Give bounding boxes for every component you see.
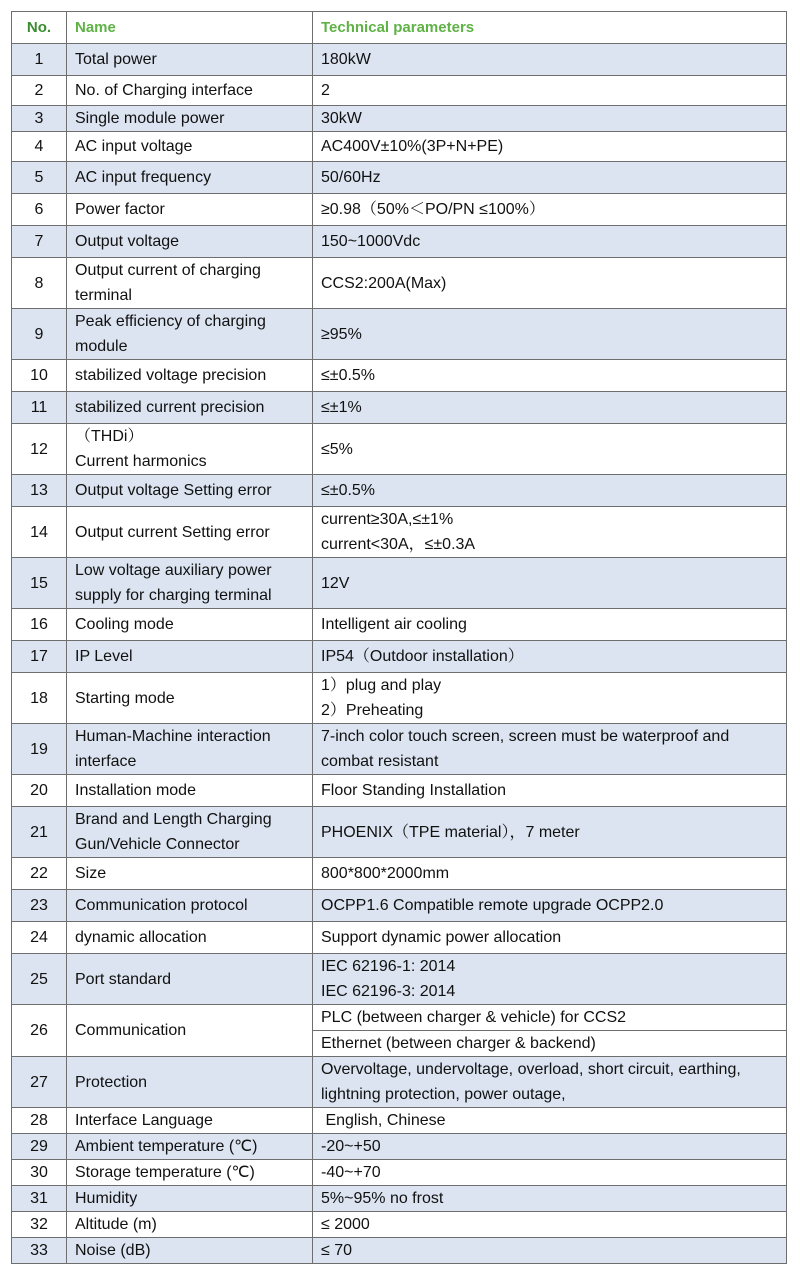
parameter-name-line: Output current of charging (75, 262, 261, 279)
parameter-value (313, 360, 787, 392)
parameter-name (67, 132, 313, 162)
parameter-value-line: current<30A，≤±0.3A (321, 536, 476, 553)
row-number: 32 (12, 1212, 67, 1238)
parameter-name-line: Communication protocol (75, 897, 248, 914)
parameter-name-line: Humidity (75, 1190, 138, 1207)
parameter-value-line: Ethernet (between charger & backend) (321, 1035, 596, 1052)
parameter-name-line: Current harmonics (75, 453, 207, 470)
spec-table (11, 11, 787, 1264)
row-number: 28 (12, 1108, 67, 1134)
parameter-name-line: Brand and Length Charging (75, 811, 272, 828)
parameter-value-line: 7-inch color touch screen, screen must be waterproof and (321, 728, 730, 745)
row-number: 21 (12, 807, 67, 858)
parameter-name-line: Port standard (75, 970, 172, 988)
row-number: 12 (12, 424, 67, 475)
parameter-value-line: current≥30A,≤±1% (321, 511, 454, 528)
parameter-value-line: ≤±0.5% (321, 482, 376, 499)
table-row (12, 673, 787, 724)
parameter-name (67, 1108, 313, 1134)
parameter-name (67, 922, 313, 954)
parameter-name-line: Communication (75, 1022, 187, 1039)
table-row (12, 558, 787, 609)
parameter-name-line: Gun/Vehicle Connector (75, 836, 240, 853)
parameter-value (313, 1238, 787, 1264)
table-row (12, 922, 787, 954)
row-number: 17 (12, 641, 67, 673)
parameter-name (67, 360, 313, 392)
parameter-name (67, 424, 313, 475)
parameter-value (313, 226, 787, 258)
parameter-name-line: dynamic allocation (75, 929, 207, 946)
row-number: 15 (12, 558, 67, 609)
parameter-name (67, 1186, 313, 1212)
parameter-value-line: 30kW (321, 110, 362, 127)
parameter-value-line: -40~+70 (321, 1164, 381, 1181)
table-row (12, 641, 787, 673)
parameter-name (67, 309, 313, 360)
parameter-value (313, 392, 787, 424)
parameter-name (67, 954, 313, 1005)
parameter-name-line: Power factor (75, 201, 165, 218)
row-number: 9 (12, 309, 67, 360)
parameter-name-line: （THDi） (75, 428, 144, 445)
header-row (12, 12, 787, 44)
row-number: 5 (12, 162, 67, 194)
parameter-value-line: IEC 62196-1: 2014 (321, 958, 456, 975)
parameter-name (67, 106, 313, 132)
parameter-name (67, 226, 313, 258)
parameter-value (313, 673, 787, 724)
table-row (12, 424, 787, 475)
table-row (12, 1186, 787, 1212)
parameter-name (67, 641, 313, 673)
table-row (12, 162, 787, 194)
parameter-name (67, 44, 313, 76)
row-number: 27 (12, 1057, 67, 1108)
parameter-name-line: Total power (75, 51, 157, 68)
parameter-value (313, 1108, 787, 1134)
parameter-name (67, 475, 313, 507)
row-number: 11 (12, 392, 67, 424)
parameter-name-line: Starting mode (75, 689, 175, 707)
parameter-value-line: ≤ 70 (321, 1242, 353, 1259)
parameter-name (67, 1160, 313, 1186)
parameter-value (313, 1186, 787, 1212)
parameter-value-line: English, Chinese (321, 1112, 446, 1129)
parameter-value-line: Overvoltage, undervoltage, overload, short circuit, earthing, (321, 1061, 741, 1078)
table-row (12, 106, 787, 132)
table-row (12, 309, 787, 360)
parameter-name-line: Low voltage auxiliary power (75, 562, 272, 579)
parameter-name (67, 858, 313, 890)
parameter-name-line: Ambient temperature (℃) (75, 1138, 258, 1155)
parameter-value-line: 12V (321, 574, 350, 592)
row-number: 10 (12, 360, 67, 392)
parameter-value (313, 507, 787, 558)
parameter-value (313, 775, 787, 807)
parameter-name (67, 1212, 313, 1238)
parameter-value-line: ≥95% (321, 325, 362, 343)
table-row (12, 954, 787, 1005)
parameter-name (67, 392, 313, 424)
parameter-value-line: CCS2:200A(Max) (321, 274, 447, 292)
header-params: Technical parameters (313, 12, 787, 44)
row-number: 25 (12, 954, 67, 1005)
table-row (12, 724, 787, 775)
parameter-value (313, 194, 787, 226)
parameter-name-line: Output voltage (75, 233, 180, 250)
table-row (12, 194, 787, 226)
parameter-name (67, 507, 313, 558)
table-row (12, 1238, 787, 1264)
row-number: 14 (12, 507, 67, 558)
row-number: 1 (12, 44, 67, 76)
table-row (12, 360, 787, 392)
parameter-name (67, 890, 313, 922)
parameter-name (67, 162, 313, 194)
row-number: 24 (12, 922, 67, 954)
table-row (12, 507, 787, 558)
parameter-name-line: Size (75, 865, 107, 882)
table-row (12, 1057, 787, 1108)
row-number: 8 (12, 258, 67, 309)
parameter-value (313, 558, 787, 609)
parameter-value-line: 2 (321, 82, 330, 99)
table-row (12, 76, 787, 106)
table-row (12, 775, 787, 807)
row-number: 16 (12, 609, 67, 641)
parameter-value (313, 609, 787, 641)
parameter-value-line: ≥0.98（50%＜PO/PN ≤100%） (321, 201, 545, 218)
parameter-value (313, 1134, 787, 1160)
row-number: 29 (12, 1134, 67, 1160)
parameter-value-line: 50/60Hz (321, 169, 381, 186)
parameter-name-line: AC input voltage (75, 138, 193, 155)
parameter-name (67, 194, 313, 226)
parameter-value-line: 800*800*2000mm (321, 865, 450, 882)
parameter-name-line: Interface Language (75, 1112, 213, 1129)
parameter-value-line: 2）Preheating (321, 702, 424, 719)
table-row (12, 392, 787, 424)
parameter-name-line: AC input frequency (75, 169, 212, 186)
table-row (12, 1212, 787, 1238)
parameter-name-line: stabilized voltage precision (75, 367, 267, 384)
parameter-value (313, 922, 787, 954)
parameter-value-line: combat resistant (321, 753, 439, 770)
parameter-value (313, 954, 787, 1005)
parameter-name (67, 258, 313, 309)
parameter-value (313, 44, 787, 76)
parameter-value (313, 424, 787, 475)
row-number: 7 (12, 226, 67, 258)
parameter-value-line: ≤5% (321, 440, 353, 458)
parameter-name-line: Single module power (75, 110, 225, 127)
parameter-name (67, 609, 313, 641)
row-number: 33 (12, 1238, 67, 1264)
parameter-name-line: Output current Setting error (75, 523, 270, 541)
table-row (12, 1108, 787, 1134)
parameter-value-line: 1）plug and play (321, 677, 442, 694)
parameter-value (313, 132, 787, 162)
parameter-name-line: terminal (75, 287, 132, 304)
row-number: 31 (12, 1186, 67, 1212)
parameter-name (67, 673, 313, 724)
parameter-name (67, 807, 313, 858)
parameter-value (313, 1005, 787, 1057)
parameter-name-line: interface (75, 753, 137, 770)
parameter-name-line: stabilized current precision (75, 399, 265, 416)
row-number: 13 (12, 475, 67, 507)
parameter-name (67, 775, 313, 807)
parameter-name-line: Altitude (m) (75, 1216, 157, 1233)
parameter-name-line: Installation mode (75, 782, 196, 799)
parameter-name-line: Noise (dB) (75, 1242, 151, 1259)
row-number: 3 (12, 106, 67, 132)
table-row (12, 132, 787, 162)
parameter-value (313, 76, 787, 106)
parameter-name (67, 1238, 313, 1264)
parameter-value (313, 309, 787, 360)
parameter-value (313, 724, 787, 775)
table-row (12, 1005, 787, 1057)
parameter-name-line: module (75, 338, 128, 355)
parameter-value (313, 106, 787, 132)
table-row (12, 1134, 787, 1160)
row-number: 4 (12, 132, 67, 162)
parameter-value (313, 475, 787, 507)
row-number: 18 (12, 673, 67, 724)
parameter-value-line: 5%~95% no frost (321, 1190, 444, 1207)
parameter-value-line: Intelligent air cooling (321, 616, 467, 633)
parameter-name-line: Storage temperature (℃) (75, 1164, 255, 1181)
header-no: No. (12, 12, 67, 44)
row-number: 20 (12, 775, 67, 807)
parameter-value-line: AC400V±10%(3P+N+PE) (321, 138, 504, 155)
parameter-name-line: supply for charging terminal (75, 587, 272, 604)
parameter-name-line: Output voltage Setting error (75, 482, 272, 499)
parameter-value-line: IP54（Outdoor installation） (321, 648, 524, 665)
table-row (12, 858, 787, 890)
parameter-name (67, 558, 313, 609)
parameter-value-line: PLC (between charger & vehicle) for CCS2 (313, 1005, 786, 1031)
parameter-value (313, 258, 787, 309)
table-row (12, 890, 787, 922)
parameter-value (313, 1057, 787, 1108)
table-row (12, 475, 787, 507)
parameter-value (313, 162, 787, 194)
parameter-value-line: IEC 62196-3: 2014 (321, 983, 456, 1000)
row-number: 19 (12, 724, 67, 775)
row-number: 6 (12, 194, 67, 226)
parameter-name-line: IP Level (75, 648, 133, 665)
parameter-value-line: ≤ 2000 (321, 1216, 370, 1233)
table-row (12, 44, 787, 76)
parameter-name-line: Protection (75, 1073, 148, 1091)
row-number: 26 (12, 1005, 67, 1057)
parameter-name (67, 1057, 313, 1108)
parameter-name-line: Human-Machine interaction (75, 728, 271, 745)
parameter-value-line: 180kW (321, 51, 371, 68)
table-row (12, 609, 787, 641)
parameter-name (67, 724, 313, 775)
parameter-value-line: Support dynamic power allocation (321, 929, 562, 946)
parameter-value (313, 1212, 787, 1238)
table-row (12, 1160, 787, 1186)
parameter-name (67, 76, 313, 106)
header-name: Name (67, 12, 313, 44)
row-number: 23 (12, 890, 67, 922)
parameter-name (67, 1134, 313, 1160)
parameter-value-line: -20~+50 (321, 1138, 381, 1155)
parameter-name-line: No. of Charging interface (75, 82, 253, 99)
parameter-value-line: Floor Standing Installation (321, 782, 506, 799)
parameter-value (313, 890, 787, 922)
parameter-value-line: 150~1000Vdc (321, 233, 421, 250)
row-number: 2 (12, 76, 67, 106)
row-number: 22 (12, 858, 67, 890)
table-row (12, 258, 787, 309)
parameter-name (67, 1005, 313, 1057)
parameter-value (313, 1160, 787, 1186)
parameter-value-line: ≤±1% (321, 399, 362, 416)
row-number: 30 (12, 1160, 67, 1186)
parameter-value-line: lightning protection, power outage, (321, 1086, 566, 1103)
table-row (12, 807, 787, 858)
parameter-value-line: OCPP1.6 Compatible remote upgrade OCPP2.0 (321, 897, 664, 914)
parameter-value (313, 858, 787, 890)
table-row (12, 226, 787, 258)
parameter-value-line: ≤±0.5% (321, 367, 376, 384)
parameter-value (313, 807, 787, 858)
parameter-value (313, 641, 787, 673)
parameter-name-line: Cooling mode (75, 616, 174, 633)
parameter-value-line: PHOENIX（TPE material），7 meter (321, 823, 580, 841)
parameter-name-line: Peak efficiency of charging (75, 313, 266, 330)
